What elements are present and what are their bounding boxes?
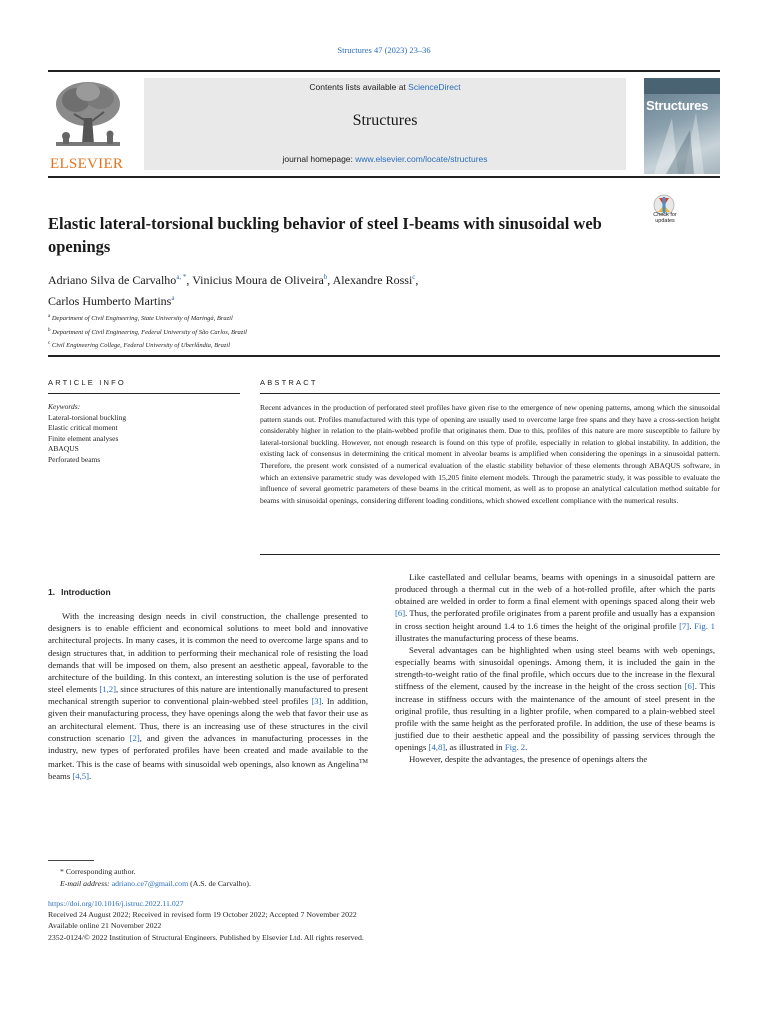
citation-link[interactable]: [6] [395,608,406,619]
text: . In addition, given their manufacturing process, they have openings along the web that favor their use as an architectural element. Thus, there is an increasing use of these structures in the civil construction scenario [48,696,368,743]
corresponding-author-note: * Corresponding author. [60,867,136,876]
text: . [525,742,528,753]
author-separator: , [415,273,419,287]
citation-link[interactable]: [2] [129,732,140,743]
keyword-item: ABAQUS [48,444,79,453]
abstract-rule [260,393,720,394]
affiliation [48,311,668,325]
text: . [689,620,695,631]
masthead [48,70,720,170]
trademark-mark: TM [359,759,368,766]
keyword-item: Lateral-torsional buckling [48,412,127,422]
text: . This increase in stiffness occurs with the maintenance of the amount of steel present in the original profile, thus resulting in a lighter profile, when compared to a plain-webbed steel profile with the same height as the perforated profile. In addition, the use of these beams is justified due to their aesthetic appeal and the possibility of passing services through the openings [395,681,715,753]
masthead-banner [144,78,626,170]
abstract-text: Recent advances in the production of perforated steel profiles have given rise to the emergence of new opening patterns, among which the sinusoidal pattern stands out. Profiles manufactured with this type of opening are usually used to overcome large free spans and they have a cross-section height considerably higher in relation to the plain-webbed profile that originates them. Due to this, profiles of this nature are more susceptible to failure by lateral-torsional buckling. However, not enough research is found on this type of profile, especially in relation to global instability. In addition, the existing lack of consensus in determining the critical moment in alveolar beams is amplified when considering the openings in a sinusoidal pattern. Therefore, the present work consisted of a numerical evaluation of the elastic stability behavior of these elements through ABAQUS software, in which an extensive parametric study was developed with 15,205 finite element models. Through the parametric study, it was possible to evaluate the influence of several geometric parameters of these beams in the critical moment, as well as to propose an analytical calculation method suitable for beams with sinusoidal openings, considering different loading conditions, which showed excellent compliance with the numerical results. [260,403,720,505]
abstract-bottom-rule [260,554,720,555]
email-suffix: (A.S. de Carvalho). [188,879,251,888]
keyword-item: Elastic critical moment [48,423,118,432]
keywords-block [48,402,238,465]
paragraph [395,571,715,644]
article-info-heading: ARTICLE INFO [48,378,126,387]
affiliation-text: Department of Civil Engineering, State University of Maringá, Brazil [51,315,233,323]
affiliation-list [48,311,668,352]
keyword-item: Perforated beams [48,454,101,464]
citation-link[interactable]: [7] [679,620,690,631]
affiliation [48,338,668,352]
author-list [48,268,668,310]
author-affiliation-marker[interactable]: a [171,294,175,302]
keyword-item: Finite element analyses [48,433,119,443]
cover-title: Structures [646,98,709,113]
text: beams [48,771,73,782]
author-name[interactable]: Adriano Silva de Carvalho [48,273,177,287]
body-column-left [48,572,368,782]
copyright-line: 2352-0124/© 2022 Institution of Structural Engineers. Published by Elsevier Ltd. All rights reserved. [48,932,364,942]
affiliation [48,325,668,339]
text: , and given the advances in manufacturing processes in the industry, new types of perforated profiles have been created and made available to the market. This is the case of beams with sinusoidal web openings, also known as Angelina [48,732,369,769]
publication-info [48,898,688,943]
journal-homepage-link[interactable]: www.elsevier.com/locate/structures [355,154,488,164]
text: However, despite the advantages, the presence of openings alters the [409,754,648,765]
crossmark-label: Check for updates [653,212,677,224]
homepage-line [144,154,626,164]
online-date: Available online 21 November 2022 [48,921,162,931]
author-affiliation-marker[interactable]: a, * [176,273,187,281]
contents-prefix: Contents lists available at [309,82,409,92]
footnote-text: Corresponding author. [65,867,136,876]
email-label: E-mail address: [60,879,112,888]
text: Several advantages can be highlighted when using steel beams with web openings, especially beams with sinusoidal openings. Among them, it is included the gain in the strength-to-weight ratio of the final profile, which occurs due to the increase in the flexural stiffness of the element, caused by the increase in the height of the cross section [395,644,715,692]
affiliation-text: Department of Civil Engineering, Federal University of São Carlos, Brazil [52,328,247,336]
section-number: 1. [48,587,56,597]
section-title: Introduction [61,587,111,597]
masthead-bottom-rule [48,176,720,178]
author-affiliation-marker[interactable]: b [323,273,328,281]
doi-link[interactable]: https://doi.org/10.1016/j.istruc.2022.11.027 [48,899,184,908]
figure-link[interactable]: Fig. 1 [694,620,716,631]
footnotes [48,866,448,890]
article-info-rule [48,393,240,394]
text: illustrates the manufacturing process of these beams. [395,632,579,643]
body-column-right [395,571,715,766]
citation-link[interactable]: [6] [684,681,695,692]
received-dates: Received 24 August 2022; Received in revised form 19 October 2022; Accepted 7 November 2022 [48,910,357,920]
text: , as illustrated in [445,742,505,753]
paragraph [395,753,715,765]
section-heading-introduction [48,586,368,598]
paragraph [395,644,715,753]
text: , since structures of this nature are intentionally manufactured to present mechanical strength superior to conventional plain-webbed steel profiles [48,684,368,707]
email-note [48,878,448,890]
cover-building-image [644,78,720,174]
journal-name: Structures [352,112,418,129]
citation-link[interactable]: [3] [311,696,322,707]
abstract-heading: ABSTRACT [260,378,318,387]
text: Like castellated and cellular beams, beams with openings in a sinusoidal pattern are produced through a thermal cut in the web of a hot-rolled profile, after which the parts obtained are welded in order to form a final element with openings spaced along their web [395,572,715,607]
affiliation-text: Civil Engineering College, Federal University of Uberlândia, Brazil [51,342,231,350]
journal-reference[interactable]: Structures 47 (2023) 23–36 [337,45,431,55]
elsevier-logo[interactable] [48,78,128,172]
text: With the increasing design needs in civil construction, the challenge presented to designers is to enable efficient and economical solutions to meet bold and innovative architectural projects. In many cases, it is common the need to overcome large spans and to design structures that, in addition to performing their mechanical role of resisting the load demands that will be imposed on them, also present an aesthetic appeal, favorable to the architecture of the building. In this context, an interesting solution is the use of perforated steel elements [48,611,368,695]
citation-link[interactable]: [4,5] [72,771,90,782]
elsevier-tree-icon [48,78,128,152]
homepage-prefix: journal homepage: [282,154,356,164]
author-affiliation-marker[interactable]: c [412,273,416,281]
affiliation-marker: b [48,327,51,333]
affiliation-marker: a [48,314,51,319]
author-name[interactable]: Vinicius Moura de Oliveira [192,273,324,287]
keywords-heading: Keywords: [48,402,81,411]
paragraph [48,610,368,782]
contents-line [144,82,626,92]
author-name[interactable]: Alexandre Rossi [332,273,413,287]
sciencedirect-link[interactable]: ScienceDirect [408,82,461,92]
author-separator: , [327,273,333,287]
article-title: Elastic lateral-torsional buckling behavior of steel I-beams with sinusoidal web openings [48,214,602,256]
publisher-wordmark: ELSEVIER [50,156,124,172]
citation-link[interactable]: [1,2] [99,684,116,695]
figure-link[interactable]: Fig. 2 [504,742,526,753]
author-separator: , [186,273,193,287]
text: . [89,771,92,782]
journal-cover-thumbnail[interactable] [644,78,720,174]
citation-link[interactable]: [4,8] [428,742,446,753]
author-name[interactable]: Carlos Humberto Martins [48,294,172,308]
header-bottom-rule [48,355,720,357]
footnote-rule [48,860,94,861]
text: . Thus, the perforated profile originates from a parent profile and usually has a expansion in cross section height around 1.4 to 1.6 times the height of the original profile [395,608,715,631]
affiliation-marker: c [48,341,51,347]
email-link[interactable]: adriano.ce7@gmail.com [111,879,189,888]
